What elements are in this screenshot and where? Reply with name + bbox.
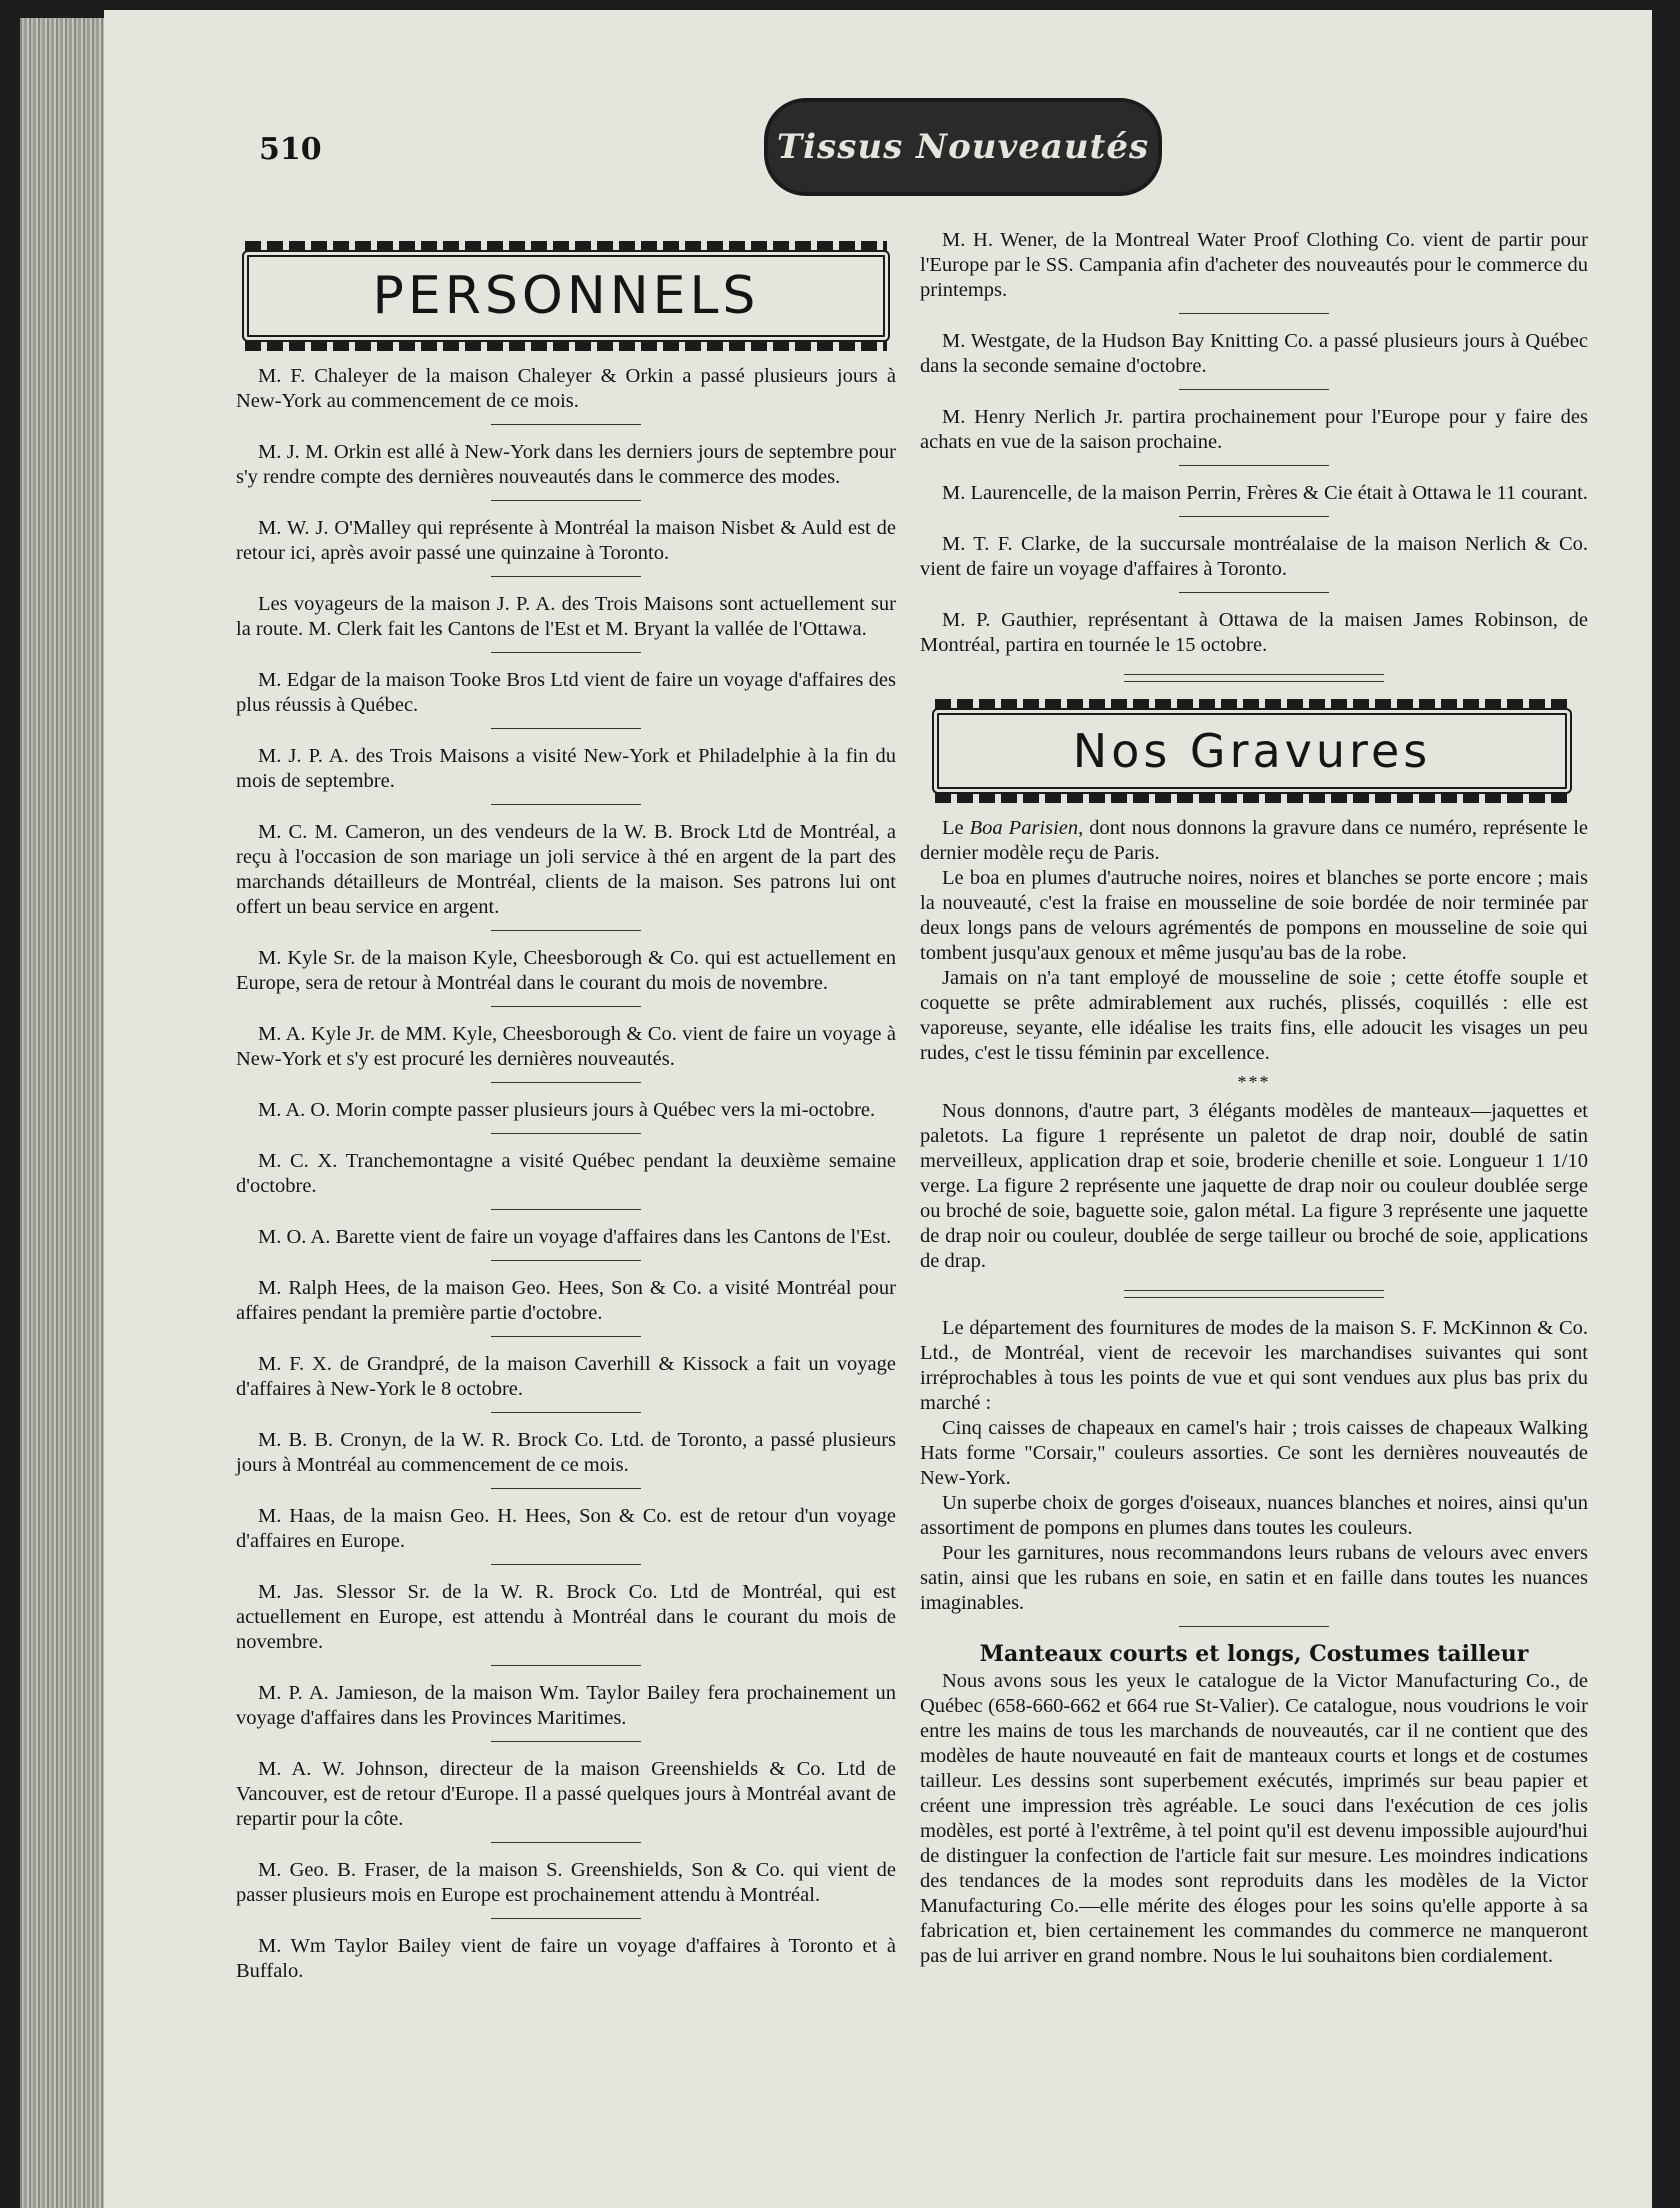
news-item: M. A. W. Johnson, directeur de la maison Greenshields & Co. Ltd de Vancouver, est de retour d'Europe. Il a passé quelques jours à Montréal avant de repartir pour la côte. [236, 1758, 896, 1830]
divider [491, 1741, 641, 1742]
divider [491, 1564, 641, 1565]
news-item: M. A. Kyle Jr. de MM. Kyle, Cheesborough & Co. vient de faire un voyage à New-York et s'y est procuré les dernières nouveautés. [236, 1023, 896, 1070]
right-column [920, 228, 1588, 1969]
news-item: M. Geo. B. Fraser, de la maison S. Greenshields, Son & Co. qui vient de passer plusieurs mois en Europe est prochainement attendu à Montréal. [236, 1859, 896, 1906]
divider [491, 1488, 641, 1489]
news-item: M. H. Wener, de la Montreal Water Proof Clothing Co. vient de partir pour l'Europe par le SS. Campania afin d'acheter des nouveautés pour le commerce du printemps. [920, 229, 1588, 301]
divider [491, 424, 641, 425]
mckinnon-paragraph: Cinq caisses de chapeaux en camel's hair ; trois caisses de chapeaux Walking Hats forme "Corsair," couleurs assorties. Ce sont les dernières nouveautés de New-York. [920, 1417, 1588, 1489]
news-item: M. J. P. A. des Trois Maisons a visité New-York et Philadelphie à la fin du mois de septembre. [236, 745, 896, 792]
news-item: M. Westgate, de la Hudson Bay Knitting Co. a passé plusieurs jours à Québec dans la seconde semaine d'octobre. [920, 330, 1588, 377]
news-item: M. T. F. Clarke, de la succursale montréalaise de la maison Nerlich & Co. vient de faire un voyage d'affaires à Toronto. [920, 533, 1588, 580]
mckinnon-paragraph: Le département des fournitures de modes de la maison S. F. McKinnon & Co. Ltd., de Montréal, vient de recevoir les marchandises suivantes qui sont irréprochables à tous les points de vue et qui sont vendues aux plus bas prix du marché : [920, 1317, 1588, 1414]
divider [1179, 516, 1329, 517]
divider [491, 930, 641, 931]
left-column [236, 242, 896, 1984]
intro-emphasis: Boa Parisien [969, 817, 1079, 839]
mckinnon-paragraph: Un superbe choix de gorges d'oiseaux, nuances blanches et noires, ainsi qu'un assortiment de pompons en plumes dans toutes les couleurs. [920, 1492, 1588, 1539]
news-item: M. A. O. Morin compte passer plusieurs jours à Québec vers la mi-octobre. [258, 1099, 876, 1121]
news-item: M. Ralph Hees, de la maison Geo. Hees, Son & Co. a visité Montréal pour affaires pendant la première partie d'octobre. [236, 1277, 896, 1324]
divider [491, 576, 641, 577]
divider [491, 1918, 641, 1919]
divider [491, 1412, 641, 1413]
news-item: M. F. X. de Grandpré, de la maison Caverhill & Kissock a fait un voyage d'affaires à New-York le 8 octobre. [236, 1353, 896, 1400]
personnels-title: PERSONNELS [372, 265, 760, 326]
gravures-manteaux: Nous donnons, d'autre part, 3 élégants modèles de manteaux—jaquettes et paletots. La figure 1 représente un paletot de drap noir, doublé de satin merveilleux, application drap et soie, broderie chenille et soie. Longueur 1 1/10 verge. La figure 2 représente une jaquette de drap noir ou couleur doublée serge ou broché de soie, baguette soie, galon métal. La figure 3 représente une jaquette de drap noir ou couleur, doublée de serge tailleur ou broché de soie, applications de drap. [920, 1100, 1588, 1272]
news-item: M. Jas. Slessor Sr. de la W. R. Brock Co. Ltd de Montréal, qui est actuellement en Europe, est attendu à Montréal dans le courant du mois de novembre. [236, 1581, 896, 1653]
divider [1179, 592, 1329, 593]
divider [1179, 1626, 1329, 1627]
news-item: M. Laurencelle, de la maison Perrin, Frères & Cie était à Ottawa le 11 courant. [942, 482, 1588, 504]
news-item: M. O. A. Barette vient de faire un voyage d'affaires dans les Cantons de l'Est. [258, 1226, 892, 1248]
divider [1179, 389, 1329, 390]
masthead-text: Tissus Nouveautés [776, 127, 1150, 167]
intro-lead: Le [942, 817, 970, 839]
page-number: 510 [259, 132, 322, 167]
divider [491, 728, 641, 729]
gravures-title: Nos Gravures [1072, 723, 1432, 778]
news-item: Les voyageurs de la maison J. P. A. des Trois Maisons sont actuellement sur la route. M. Clerk fait les Cantons de l'Est et M. Bryant la vallée de l'Ottawa. [236, 593, 896, 640]
intro-rest: , dont nous donnons la gravure dans ce numéro, représente le dernier modèle reçu de Paris. [920, 817, 1588, 864]
divider [491, 1006, 641, 1007]
news-item: M. P. A. Jamieson, de la maison Wm. Taylor Bailey fera prochainement un voyage d'affaires dans les Provinces Maritimes. [236, 1682, 896, 1729]
news-item: M. B. B. Cronyn, de la W. R. Brock Co. Ltd. de Toronto, a passé plusieurs jours à Montréal au commencement de ce mois. [236, 1429, 896, 1476]
news-item: M. Henry Nerlich Jr. partira prochainement pour l'Europe pour y faire des achats en vue de la saison prochaine. [920, 406, 1588, 453]
divider [491, 1842, 641, 1843]
personnels-banner [242, 250, 890, 342]
divider [1179, 465, 1329, 466]
section-divider [1124, 674, 1384, 682]
news-item: M. Kyle Sr. de la maison Kyle, Cheesborough & Co. qui est actuellement en Europe, sera de retour à Montréal dans le courant du mois de novembre. [236, 947, 896, 994]
news-item: M. Edgar de la maison Tooke Bros Ltd vient de faire un voyage d'affaires des plus réussis à Québec. [236, 669, 896, 716]
magazine-page [104, 10, 1652, 2208]
running-header [104, 10, 1652, 180]
section-divider [1124, 1290, 1384, 1298]
divider [1179, 313, 1329, 314]
divider [491, 1133, 641, 1134]
divider [491, 804, 641, 805]
victor-paragraph: Nous avons sous les yeux le catalogue de la Victor Manufacturing Co., de Québec (658-660-662 et 664 rue St-Valier). Ce catalogue, nous voudrions le voir entre les mains de tous les marchands de nouveautés, car il ne contient que des modèles de haute nouveauté en fait de manteaux courts et longs et de costumes tailleur. Les dessins sont superbement exécutés, imprimés sur beau papier et créent une impression très agréable. Le souci dans l'exécution de ces jolis modèles, est porté à l'extrême, à tel point qu'il est devenu impossible aujourd'hui de distinguer la confection de l'article fait sur mesure. Les moindres indications des tendances de la modes sont reproduits dans les modèles de la Victor Manufacturing Co.—elle mérite des éloges pour les soins qu'elle apporte à sa fabrication et, bien certainement les commandes du commerce ne manqueront pas de lui arriver en grand nombre. Nous le lui souhaitons bien cordialement. [920, 1670, 1588, 1967]
divider [491, 1260, 641, 1261]
news-item: M. Haas, de la maisn Geo. H. Hees, Son & Co. est de retour d'un voyage d'affaires en Europe. [236, 1505, 896, 1552]
news-item: M. J. M. Orkin est allé à New-York dans les derniers jours de septembre pour s'y rendre compte des dernières nouveautés dans le commerce des modes. [236, 441, 896, 488]
divider [491, 1082, 641, 1083]
divider [491, 652, 641, 653]
masthead-logo [764, 98, 1162, 196]
news-item: M. P. Gauthier, représentant à Ottawa de la maisen James Robinson, de Montréal, partira en tournée le 15 octobre. [920, 609, 1588, 656]
news-item: M. Wm Taylor Bailey vient de faire un voyage d'affaires à Toronto et à Buffalo. [236, 1935, 896, 1982]
mckinnon-paragraph: Pour les garnitures, nous recommandons leurs rubans de velours avec envers satin, ainsi que les rubans en soie, en satin et en faille dans toutes les nuances imaginables. [920, 1542, 1588, 1614]
news-item: M. F. Chaleyer de la maison Chaleyer & Orkin a passé plusieurs jours à New-York au commencement de ce mois. [236, 365, 896, 412]
news-item: M. W. J. O'Malley qui représente à Montréal la maison Nisbet & Auld est de retour ici, après avoir passé une quinzaine à Toronto. [236, 517, 896, 564]
asterism: *** [1237, 1072, 1271, 1092]
divider [491, 500, 641, 501]
gravures-paragraph: Le boa en plumes d'autruche noires, noires et blanches se porte encore ; mais la nouveauté, c'est la fraise en mousseline de soie bordée de noir terminée par deux longs pans de velours agrémentés de pompons en mousseline de soie qui tombent jusqu'aux genoux et même jusqu'au bas de la robe. [920, 867, 1588, 964]
gravures-banner [932, 708, 1572, 794]
divider [491, 1665, 641, 1666]
news-item: M. C. X. Tranchemontagne a visité Québec pendant la deuxième semaine d'octobre. [236, 1150, 896, 1197]
divider [491, 1336, 641, 1337]
victor-title: Manteaux courts et longs, Costumes tailleur [979, 1641, 1529, 1667]
divider [491, 1209, 641, 1210]
gravures-intro [920, 816, 1588, 866]
gravures-paragraph: Jamais on n'a tant employé de mousseline de soie ; cette étoffe souple et coquette se prête admirablement aux ruchés, plissés, coquillés : elle est vaporeuse, seyante, elle idéalise les traits fins, elle adoucit les visages un peu rudes, c'est le tissu féminin par excellence. [920, 967, 1588, 1064]
news-item: M. C. M. Cameron, un des vendeurs de la W. B. Brock Ltd de Montréal, a reçu à l'occasion de son mariage un joli service à thé en argent de la part des marchands détailleurs de Montréal, clients de la maison. Ses patrons lui ont offert un beau service en argent. [236, 821, 896, 918]
